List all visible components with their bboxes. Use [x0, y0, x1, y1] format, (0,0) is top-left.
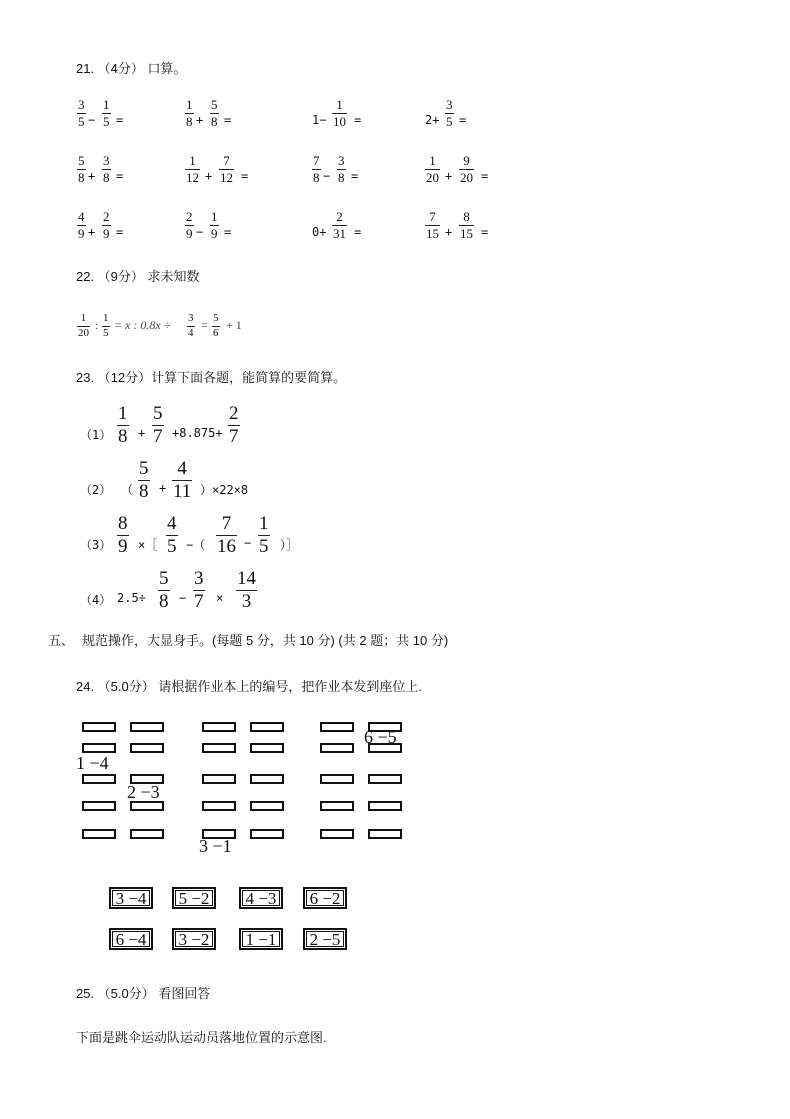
operator: − — [244, 536, 252, 550]
operator: + — [445, 169, 453, 183]
fraction: 5 8 — [211, 97, 218, 129]
operator: − — [88, 113, 96, 127]
seat — [82, 722, 116, 732]
fraction: 5 8 — [139, 458, 149, 502]
equals: = — [116, 169, 124, 183]
seat — [82, 801, 116, 811]
fraction: 5 6 — [213, 312, 219, 339]
fraction: 8 9 — [118, 513, 128, 557]
notebook-card: 6 −4 — [109, 928, 153, 950]
seat — [82, 743, 116, 753]
operator: 2.5÷ — [117, 591, 146, 605]
seat — [82, 829, 116, 839]
fraction: 3 7 — [194, 568, 204, 612]
notebook-card: 3 −4 — [109, 887, 153, 909]
notebook-card: 6 −2 — [303, 887, 347, 909]
operator: − — [323, 169, 331, 183]
seat — [250, 829, 284, 839]
operator: + — [138, 426, 146, 440]
fraction: 2 9 — [186, 209, 193, 241]
fraction: 4 5 — [167, 513, 177, 557]
notebook-card: 1 −1 — [239, 928, 283, 950]
q22-title: 22. （9分） 求未知数 — [76, 269, 200, 284]
seat — [202, 801, 236, 811]
operator: − — [196, 225, 204, 239]
fraction: 7 16 — [217, 513, 236, 557]
seat — [202, 743, 236, 753]
operator: − — [179, 591, 187, 605]
fraction: 5 8 — [78, 153, 85, 185]
operator: 0+ — [312, 225, 327, 239]
item-label: （3） — [80, 538, 112, 552]
operator: ×［ — [138, 538, 158, 552]
fraction: 3 5 — [446, 97, 453, 129]
operator: + — [196, 113, 204, 127]
seat — [250, 774, 284, 784]
fraction: 2 31 — [333, 209, 346, 241]
fraction: 1 5 — [103, 312, 109, 339]
equals: = — [354, 113, 362, 127]
equals: = — [354, 225, 362, 239]
notebook-card: 2 −5 — [303, 928, 347, 950]
fraction: 4 11 — [173, 458, 192, 502]
fraction: 7 12 — [220, 153, 233, 185]
equals: = — [481, 225, 489, 239]
equals: = — [351, 169, 359, 183]
operator: + — [88, 225, 96, 239]
equation-middle: = x : 0.8x ÷ — [114, 318, 171, 332]
fraction: 7 8 — [313, 153, 320, 185]
notebook-card: 5 −2 — [172, 887, 216, 909]
section-number: 五、 — [48, 633, 75, 648]
fraction: 1 20 — [426, 153, 439, 185]
operator: + — [88, 169, 96, 183]
equals: = — [241, 169, 249, 183]
q25-text: 下面是跳伞运动队运动员落地位置的示意图. — [76, 1030, 327, 1045]
fraction: 3 5 — [78, 97, 85, 129]
fraction: 1 5 — [259, 513, 269, 557]
seat — [368, 801, 402, 811]
fraction: 3 8 — [338, 153, 345, 185]
seat-label: 3 −1 — [199, 836, 232, 856]
fraction: 1 8 — [186, 97, 193, 129]
seat — [368, 829, 402, 839]
fraction: 1 5 — [103, 97, 110, 129]
equals: = — [481, 169, 489, 183]
fraction: 5 7 — [153, 403, 163, 447]
seat — [250, 743, 284, 753]
operator: + — [445, 225, 453, 239]
seat-label: 2 −3 — [127, 782, 160, 802]
operator: −（ — [186, 538, 206, 552]
seat — [130, 722, 164, 732]
seat — [320, 774, 354, 784]
equals: = — [201, 318, 208, 332]
seat — [250, 801, 284, 811]
operator: 2+ — [425, 113, 440, 127]
operator: 1− — [312, 113, 327, 127]
equals: = — [116, 225, 124, 239]
seat — [320, 743, 354, 753]
equals: = — [224, 225, 232, 239]
operator: ）×22×8 — [200, 483, 249, 497]
item-label: （1） — [80, 428, 112, 442]
fraction: 5 8 — [159, 568, 169, 612]
fraction: 7 15 — [426, 209, 439, 241]
q23-title: 23. （12分）计算下面各题，能简算的要简算。 — [76, 370, 347, 385]
fraction: 1 9 — [211, 209, 218, 241]
colon: : — [95, 318, 99, 332]
fraction: 9 20 — [460, 153, 473, 185]
seat — [130, 829, 164, 839]
seat-label: 1 −4 — [76, 753, 109, 773]
operator: ）］ — [280, 538, 299, 552]
seat — [368, 774, 402, 784]
seat-label: 6 −5 — [364, 727, 397, 747]
equation-tail: + 1 — [226, 318, 242, 332]
seat — [320, 722, 354, 732]
q24-title: 24. （5.0分） 请根据作业本上的编号，把作业本发到座位上. — [76, 679, 422, 694]
operator: + — [205, 169, 213, 183]
operator: +8.875+ — [172, 426, 223, 440]
fraction: 14 3 — [237, 568, 256, 612]
fraction: 3 8 — [103, 153, 110, 185]
seat — [250, 722, 284, 732]
fraction: 1 12 — [186, 153, 199, 185]
fraction: 8 15 — [460, 209, 473, 241]
operator: × — [216, 591, 224, 605]
equals: = — [459, 113, 467, 127]
fraction: 3 4 — [188, 312, 194, 339]
notebook-card: 3 −2 — [172, 928, 216, 950]
notebook-card: 4 −3 — [239, 887, 283, 909]
seat — [202, 722, 236, 732]
equals: = — [224, 113, 232, 127]
seat — [202, 774, 236, 784]
q21-title: 21. （4分） 口算。 — [76, 61, 187, 76]
fraction: 1 8 — [118, 403, 128, 447]
item-label: （4） — [80, 593, 112, 607]
fraction: 4 9 — [78, 209, 85, 241]
q25-title: 25. （5.0分） 看图回答 — [76, 986, 211, 1001]
seat — [320, 801, 354, 811]
section-title: 规范操作，大显身手。(每题 5 分，共 10 分) (共 2 题；共 10 分) — [82, 633, 449, 648]
seat — [82, 774, 116, 784]
seat — [130, 743, 164, 753]
item-label: （2） — [80, 483, 112, 497]
fraction: 1 20 — [78, 312, 89, 339]
equals: = — [116, 113, 124, 127]
fraction: 2 7 — [229, 403, 239, 447]
fraction: 1 10 — [333, 97, 346, 129]
paren: （ — [121, 483, 134, 497]
seat — [320, 829, 354, 839]
fraction: 2 9 — [103, 209, 110, 241]
operator: + — [159, 481, 167, 495]
